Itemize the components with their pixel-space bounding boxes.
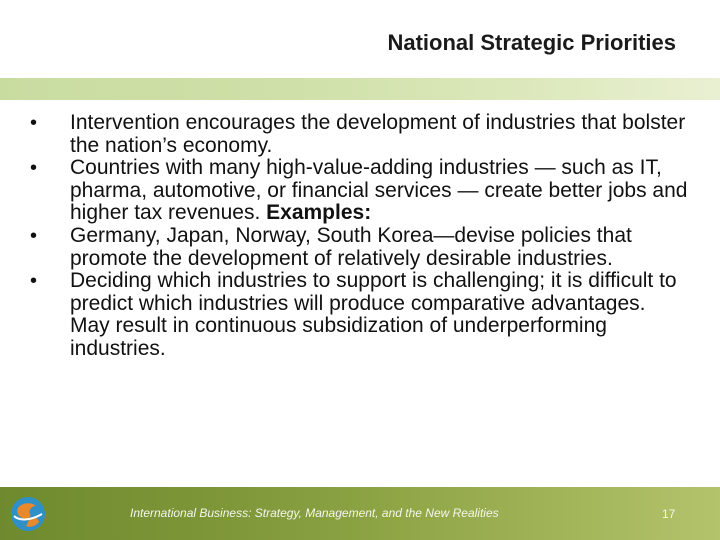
bullet-icon: • [30, 224, 38, 247]
footer-book-title: International Business: Strategy, Management, and the New Realities [130, 506, 499, 520]
bullet-item [30, 225, 690, 270]
bullet-icon: • [30, 112, 38, 134]
page-number: 17 [662, 507, 676, 521]
bullet-text: Deciding which industries to support is challenging; it is difficult to predict which industries will produce comparative advantages. May result in continuous subsidization of underperforming industries. [70, 269, 677, 360]
bullet-item [30, 270, 690, 360]
examples-label: Examples: [266, 201, 372, 225]
bullet-item [30, 157, 690, 225]
bullet-icon: • [30, 157, 38, 180]
header-accent-bar [0, 78, 720, 100]
globe-logo-icon [8, 494, 48, 534]
slide-header [0, 0, 720, 78]
slide-body [30, 112, 690, 361]
bullet-text: Countries with many high-value-adding industries — such as IT, pharma, automotive, or financial services — create better jobs and higher tax revenues. [70, 156, 688, 225]
bullet-list [30, 112, 690, 361]
bullet-text: Intervention encourages the development of industries that bolster the nation’s economy. [70, 111, 686, 157]
bullet-icon: • [30, 270, 38, 293]
bullet-text: Germany, Japan, Norway, South Korea—devise policies that promote the development of relatively desirable industries. [70, 223, 632, 270]
slide-footer [0, 487, 720, 540]
bullet-item [30, 112, 690, 157]
slide-title: National Strategic Priorities [387, 30, 676, 55]
